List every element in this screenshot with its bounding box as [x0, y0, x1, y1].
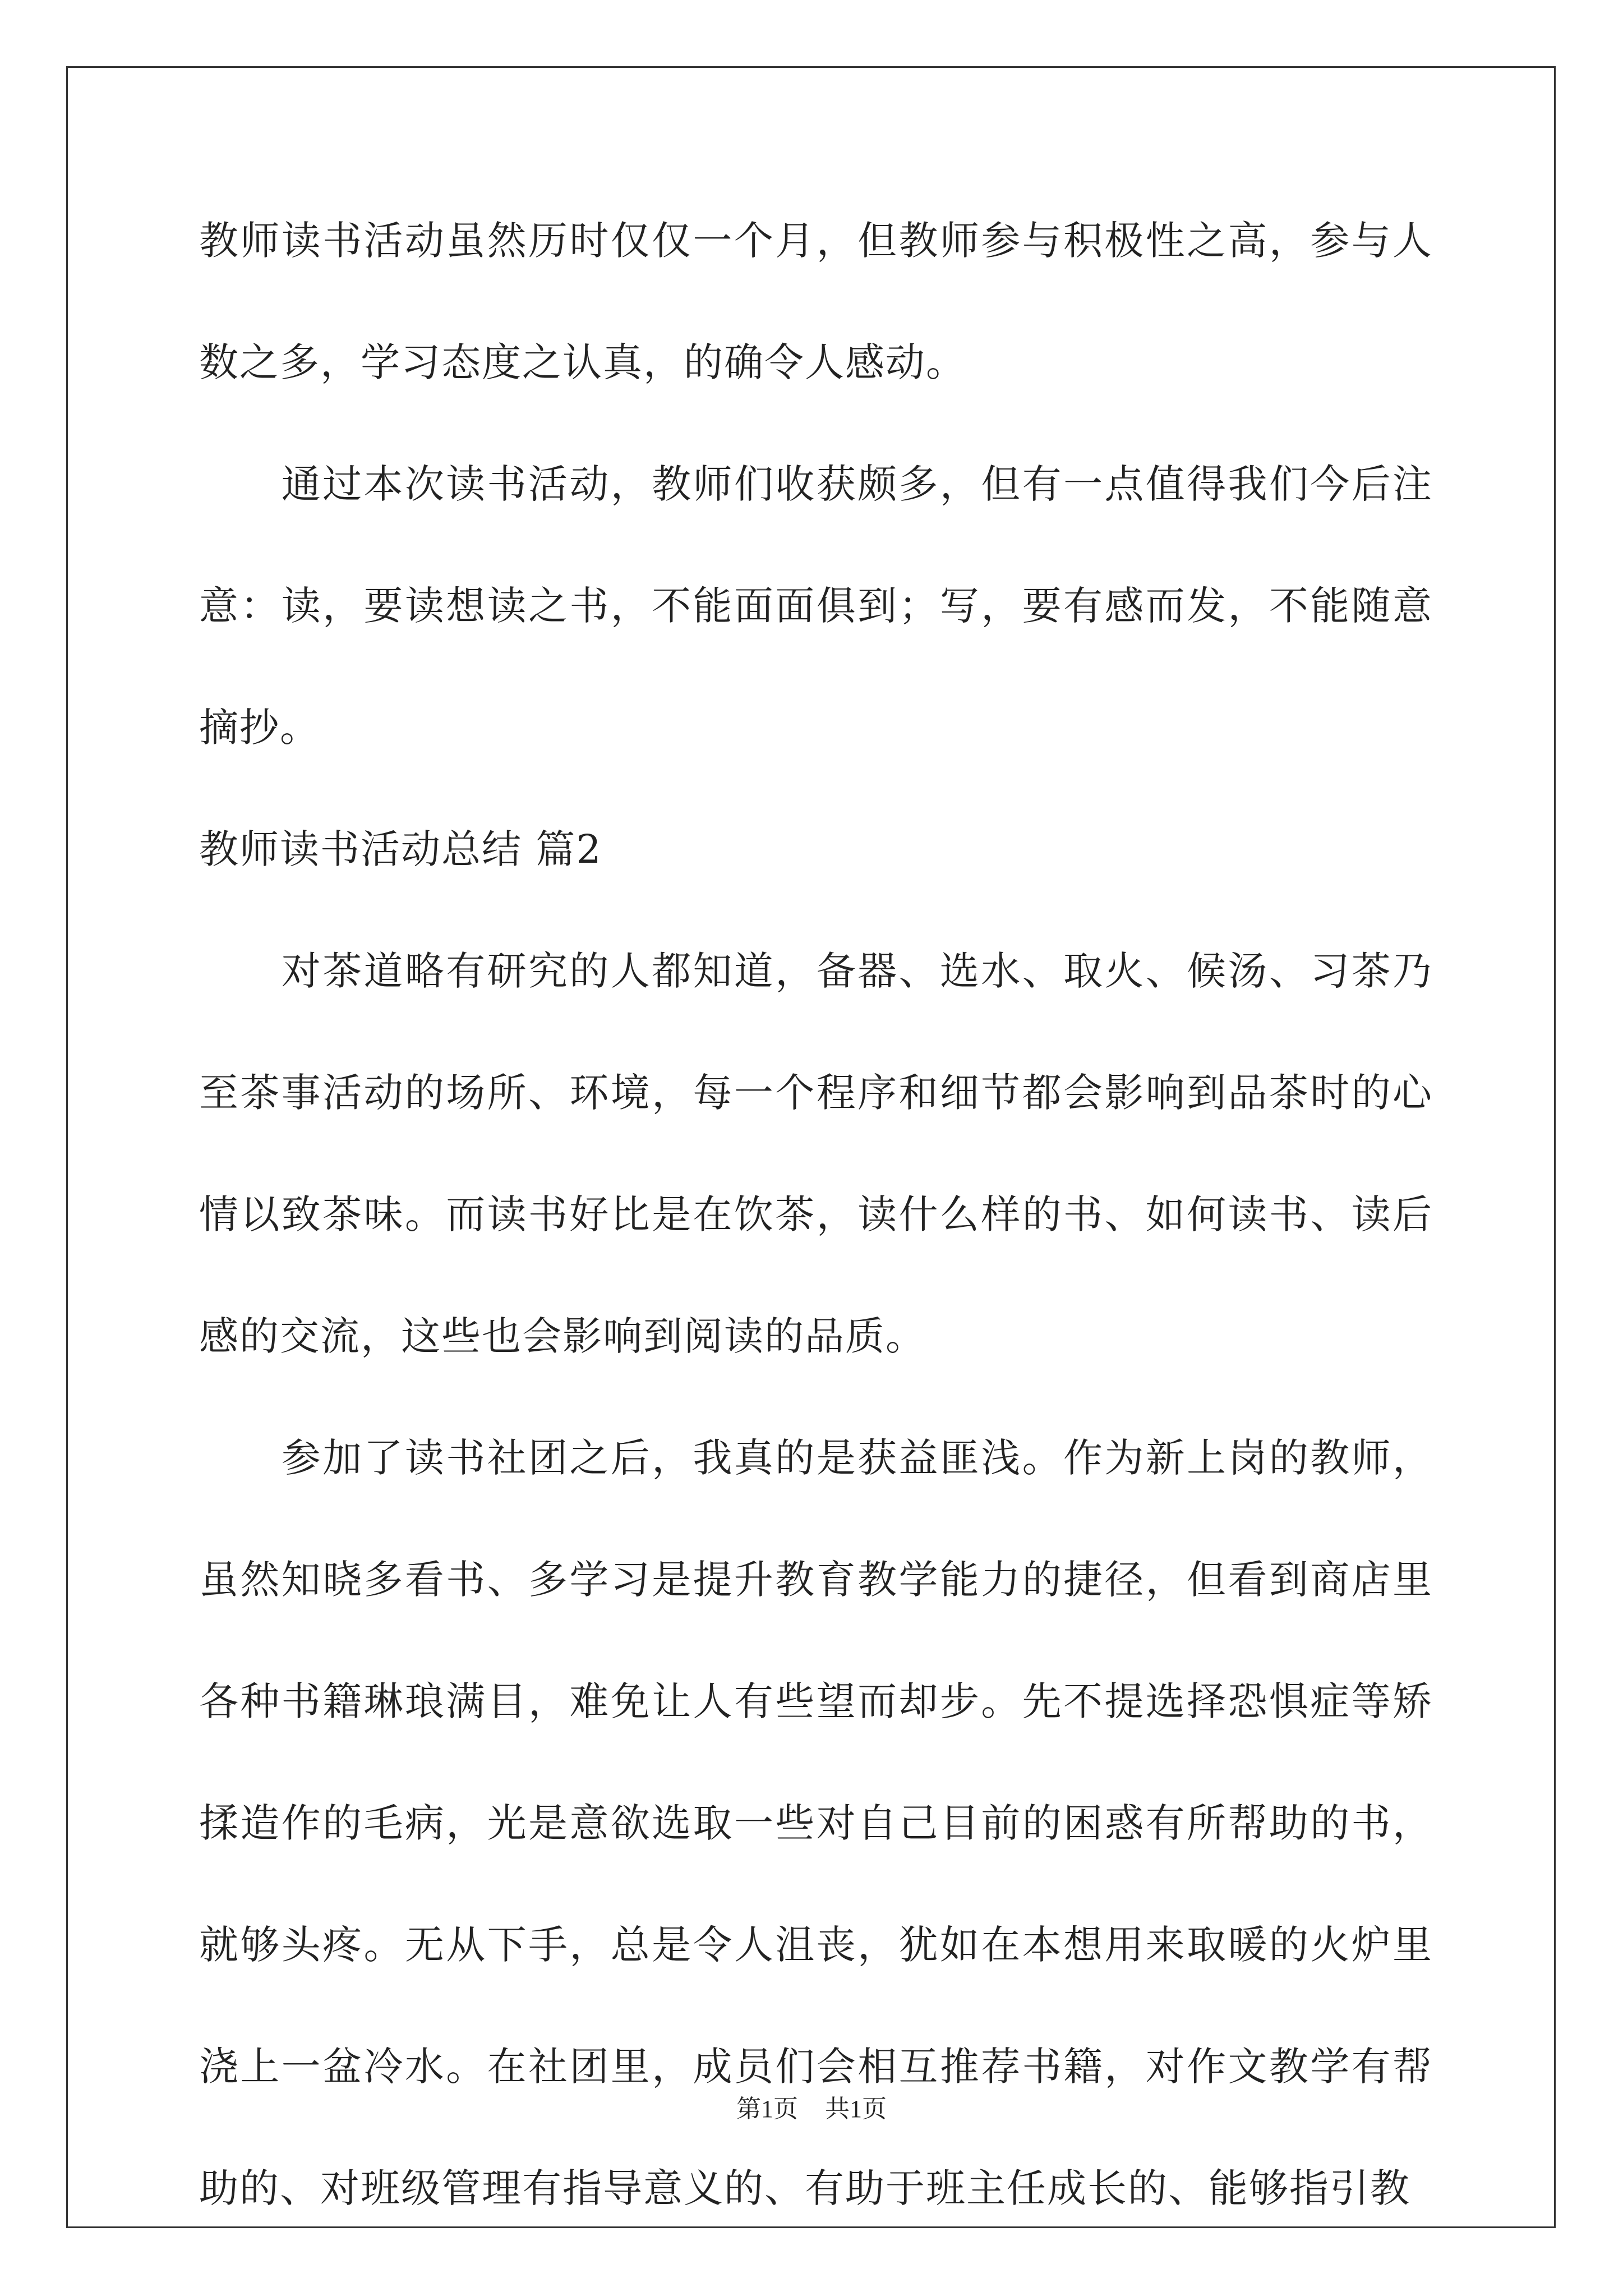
text-line: 虽然知晓多看书、多学习是提升教育教学能力的捷径，但看到商店里 [199, 1557, 1433, 1603]
text-line: 至茶事活动的场所、环境，每一个程序和细节都会影响到品茶时的心 [199, 1070, 1433, 1116]
page-footer [0, 2095, 1623, 2123]
text-line: 通过本次读书活动，教师们收获颇多，但有一点值得我们今后注 [199, 461, 1433, 507]
section-heading [199, 748, 1433, 870]
document-body [199, 220, 1433, 2209]
text-line: 参加了读书社团之后，我真的是获益匪浅。作为新上岗的教师， [199, 1435, 1433, 1481]
page-number: 第1页 [736, 2095, 798, 2123]
paragraph [199, 870, 1433, 1357]
text-line: 意：读，要读想读之书，不能面面俱到；写，要有感而发，不能随意 [199, 583, 1433, 629]
text-line: 数之多，学习态度之认真，的确令人感动。 [199, 339, 966, 385]
paragraph [199, 220, 1433, 383]
text-line: 助的、对班级管理有指导意义的、有助于班主任成长的、能够指引教 [199, 2165, 1410, 2211]
text-line: 教师读书活动虽然历时仅仅一个月，但教师参与积极性之高，参与人 [199, 218, 1433, 264]
text-line: 浇上一盆冷水。在社团里，成员们会相互推荐书籍，对作文教学有帮 [199, 2044, 1433, 2090]
text-line: 就够头疼。无从下手，总是令人沮丧，犹如在本想用来取暖的火炉里 [199, 1922, 1433, 1968]
paragraph [199, 1357, 1433, 2209]
text-line: 感的交流，这些也会影响到阅读的品质。 [199, 1313, 926, 1359]
text-line: 摘抄。 [199, 705, 320, 751]
page-total: 共1页 [825, 2095, 887, 2123]
text-line: 教师读书活动总结 篇2 [199, 826, 602, 872]
text-line: 各种书籍琳琅满目，难免让人有些望而却步。先不提选择恐惧症等矫 [199, 1678, 1433, 1724]
text-line: 揉造作的毛病，光是意欲选取一些对自己目前的困惑有所帮助的书， [199, 1800, 1433, 1846]
text-line: 情以致茶味。而读书好比是在饮茶，读什么样的书、如何读书、读后 [199, 1191, 1433, 1237]
text-line: 对茶道略有研究的人都知道，备器、选水、取火、候汤、习茶乃 [199, 948, 1433, 994]
paragraph [199, 383, 1433, 751]
